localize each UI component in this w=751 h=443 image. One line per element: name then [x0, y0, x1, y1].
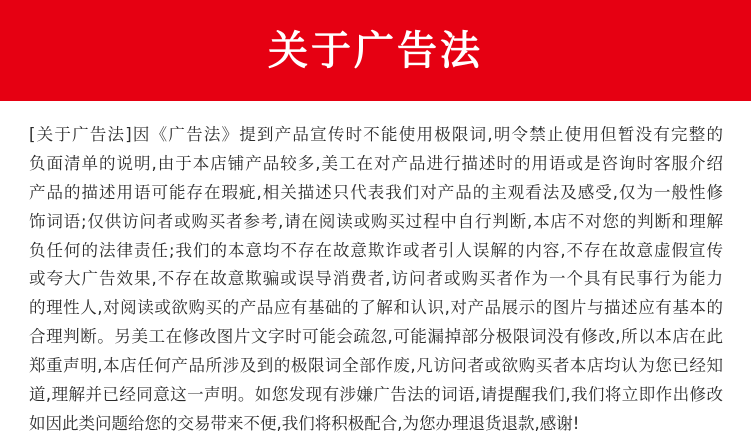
disclaimer-line: 负任何的法律责任;我们的本意均不存在故意欺诈或者引人误解的内容,不存在故意虚假宣传	[29, 240, 723, 260]
disclaimer-line: 产品的描述用语可能存在瑕疵,相关描述只代表我们对产品的主观看法及感受,仅为一般性修	[29, 182, 723, 202]
disclaimer-line: 如因此类问题给您的交易带来不便,我们将积极配合,为您办理退货退款,感谢!	[29, 413, 580, 433]
banner-title: 关于广告法	[268, 27, 483, 74]
disclaimer-line: 合理判断。另美工在修改图片文字时可能会疏忽,可能漏掉部分极限词没有修改,所以本店在此	[29, 327, 723, 347]
disclaimer-line: [关于广告法]因《广告法》提到产品宣传时不能使用极限词,明令禁止使用但暂没有完整的	[29, 125, 723, 144]
disclaimer-line: 或夸大广告效果,不存在故意欺骗或误导消费者,访问者或购买者作为一个具有民事行为能力	[29, 269, 723, 289]
disclaimer-line: 负面清单的说明,由于本店铺产品较多,美工在对产品进行描述时的用语或是咨询时客服介绍	[29, 153, 723, 173]
header-banner	[0, 0, 751, 101]
disclaimer-text-block	[29, 121, 723, 439]
disclaimer-line: 的理性人,对阅读或欲购买的产品应有基础的了解和认识,对产品展示的图片与描述应有基本的	[29, 298, 723, 318]
disclaimer-line: 饰词语;仅供访问者或购买者参考,请在阅读或购买过程中自行判断,本店不对您的判断和理解	[29, 211, 723, 231]
disclaimer-line: 道,理解并已经同意这一声明。如您发现有涉嫌广告法的词语,请提醒我们,我们将立即作出修改	[29, 385, 723, 405]
disclaimer-line: 郑重声明,本店任何产品所涉及到的极限词全部作废,凡访问者或欲购买者本店均认为您已经知	[29, 356, 723, 376]
